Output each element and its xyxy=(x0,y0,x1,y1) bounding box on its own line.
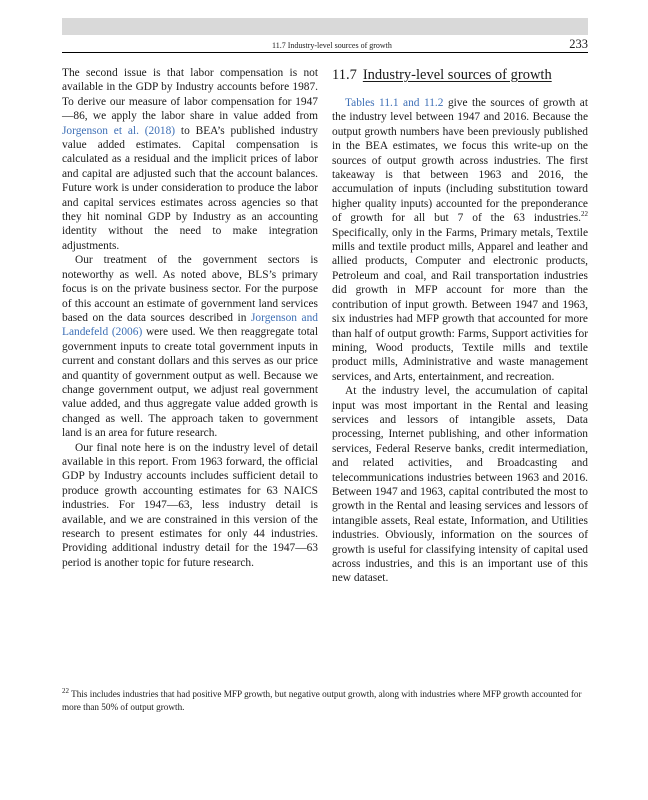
paragraph xyxy=(62,66,318,253)
text-run: Our treatment of the government sectors is noteworthy as well. As noted above, BLS’s primary focus is on the private business sector. For the purpose of this account an estimate of government land services based on the data sources described in xyxy=(62,254,318,324)
citation-link[interactable]: Jorgenson et al. (2018) xyxy=(62,124,176,137)
footnote xyxy=(62,688,588,713)
paragraph xyxy=(62,253,318,440)
text-run: were used. We then reaggregate total government inputs to create total government inputs in current and constant dollars and this serves as our price and quantity of government output as well. Because we change government output, we adjust real government value added, and thus aggregate value added growth is changed as well. The approach taken to government land is an area for future research. xyxy=(62,326,318,440)
right-column xyxy=(332,66,588,586)
text-run: give the sources of growth at the industry level between 1947 and 2016. Because the output growth numbers have been previously published in the BEA estimates, we focus this write-up on the sources of output growth across industries. The first takeaway is that between 1963 and 2016, the accumulation of inputs (including substitution toward higher quality inputs) accounted for the preponderance of growth for all but 7 of the 63 industries. xyxy=(332,97,588,225)
citation-link[interactable]: Jorgenson and Landefeld (2006) xyxy=(62,311,319,339)
page-number: 233 xyxy=(569,37,588,51)
paragraph: At the industry level, the accumulation of capital input was most important in the Rental and leasing services and lessors of intangible assets, Data processing, Internet publishing, and other information services, Federal Reserve banks, credit intermediation, and related activities, and Broadcasting and telecommunications industries between 1963 and 2016. Between 1947 and 1963, capital contributed the most to growth in the Rental and leasing services and lessors of intangible assets, Real estate, Information, and Utilities industries. Obviously, information on the sources of growth is useful for classifying intensity of capital used across industries, and this is an important use of this new dataset. xyxy=(332,385,588,585)
text-run: Specifically, only in the Farms, Primary metals, Textile mills and textile product mills, Apparel and leather and allied products, Computer and electronic products, Petroleum and coal, and Rail transportation industries did growth in MFP account for more than the contribution of input growth. Between 1947 and 1963, six industries had MFP growth that accounted for more than half of output growth: Farms, Support activities for mining, Wood products, Textile mills and textile product mills, Administrative and waste management services, and Arts, entertainment, and recreation. xyxy=(332,226,588,383)
running-header xyxy=(62,38,588,53)
top-shade-bar xyxy=(62,18,588,35)
footnote-number: 22 xyxy=(62,686,69,695)
text-run: to BEA’s published industry value added estimates. Capital compensation is calculated as a residual and the implicit prices of labor and capital are adjusted such that the account balances. Future work is under consideration to produce the labor and capital services estimates across agencies so that they hit nominal GDP by Industry as an accounting identity without the need to make integration adjustments. xyxy=(62,124,318,252)
footnote-marker[interactable]: 22 xyxy=(581,210,588,219)
section-number: 11.7 xyxy=(332,67,357,83)
section-title: Industry-level sources of growth xyxy=(362,67,552,83)
running-title: 11.7 Industry-level sources of growth xyxy=(272,41,392,50)
section-heading xyxy=(332,66,588,84)
footnote-text: This includes industries that had positive MFP growth, but negative output growth, along with industries where MFP growth accounted for more than 50% of output growth. xyxy=(62,689,582,712)
left-column xyxy=(62,66,318,570)
text-run: The second issue is that labor compensation is not available in the GDP by Industry accounts before 1987. To derive our measure of labor compensation for 1947—86, we apply the labor share in value added from xyxy=(62,67,318,123)
table-reference-link[interactable]: Tables 11.1 and 11.2 xyxy=(345,97,444,109)
paragraph: Our final note here is on the industry level of detail available in this report. From 1963 forward, the official GDP by Industry accounts includes sufficient detail to produce growth accounting estimates for 63 NAICS industries. For 1947—63, less industry detail is available, and we are constrained in this version of the research to present estimates for only 44 industries. Providing additional industry detail for the 1947—63 period is another topic for future research. xyxy=(62,441,318,569)
paragraph xyxy=(332,96,588,384)
